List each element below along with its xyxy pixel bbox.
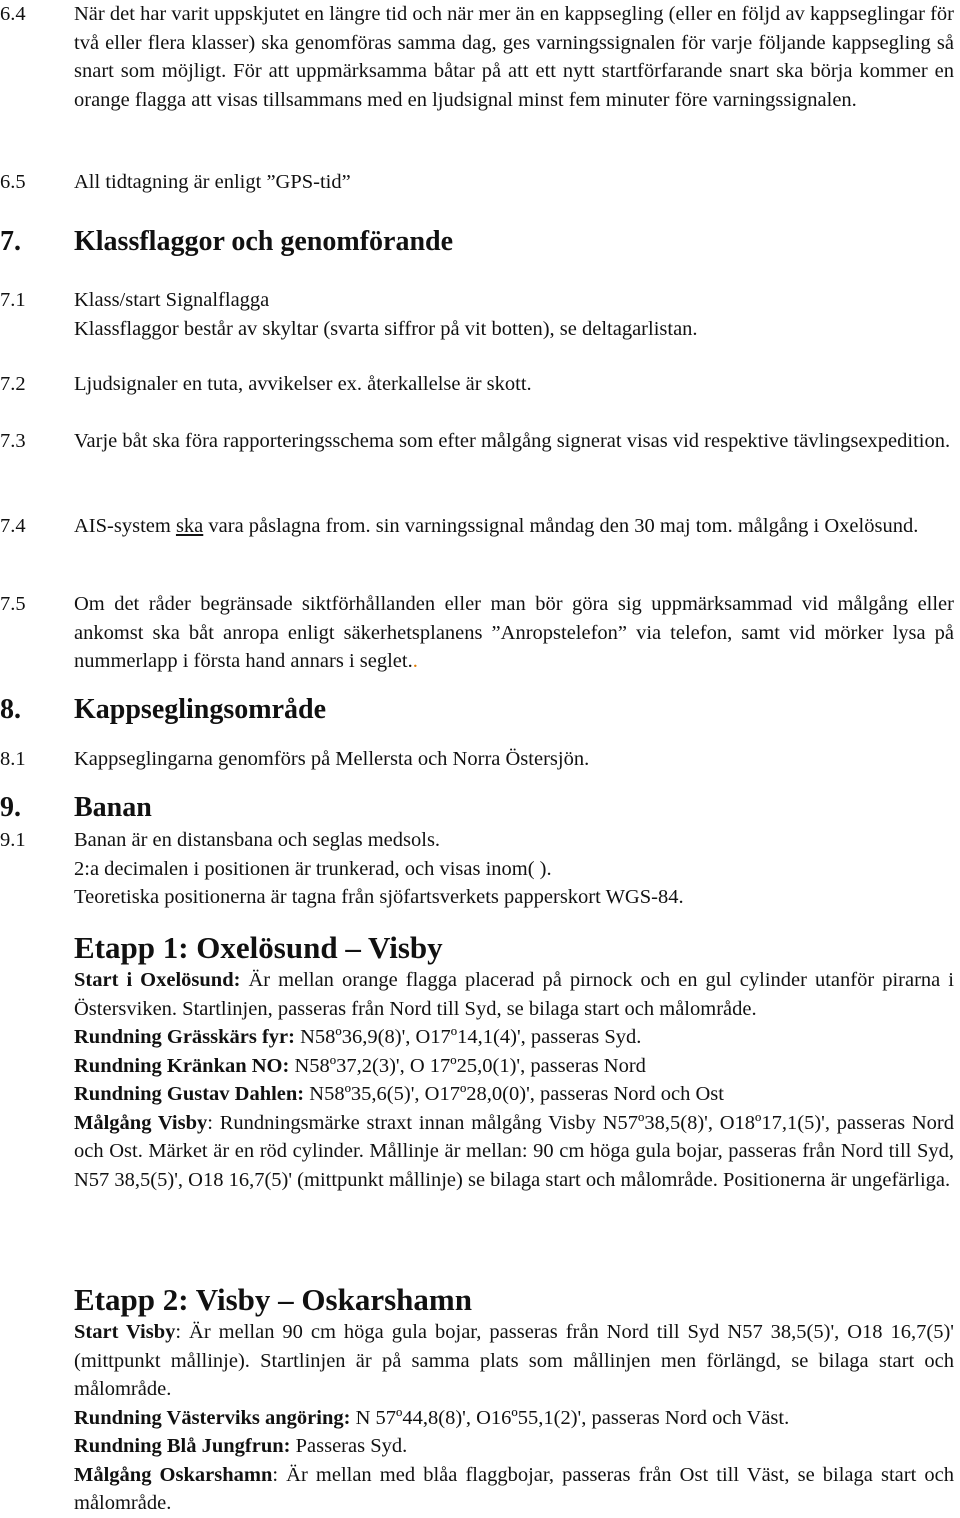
underlined-word: ska <box>175 515 204 537</box>
section-text <box>74 512 954 541</box>
section-text <box>74 826 954 912</box>
value: Passeras Syd. <box>290 1435 408 1457</box>
section-number: 9.1 <box>0 829 26 851</box>
section-number: 7.2 <box>0 373 26 395</box>
heading-title: Kappseglingsområde <box>74 694 327 725</box>
etapp-1-body <box>74 966 954 1194</box>
section-number: 6.5 <box>0 171 26 193</box>
section-line: Teoretiska positionerna är tagna från sjöfartsverkets papperskort WGS-84. <box>74 886 684 908</box>
value: N58º37,2(3)', O 17º25,0(1)', passeras Nord <box>289 1054 646 1077</box>
section-number: 7.1 <box>0 289 26 311</box>
section-number: 6.4 <box>0 3 26 25</box>
section-text: Varje båt ska föra rapporteringsschema som efter målgång signerat visas vid respektive tävlingsexpedition. <box>74 430 951 452</box>
label: Start i Oxelösund: <box>74 969 241 991</box>
section-number: 7.5 <box>0 593 26 615</box>
value: N 57º44,8(8)', O16º55,1(2)', passeras Nord och Väst. <box>350 1406 790 1429</box>
heading-title: Klassflaggor och genomförande <box>74 226 454 257</box>
section-number: 7.4 <box>0 515 26 537</box>
section-text: När det har varit uppskjutet en längre tid och när mer än en kappsegling (eller en följd av kappseglingar för två eller flera klasser) ska genomföras samma dag, ges varningssignalen för varje följande kappsegling så snart som möjligt. För att uppmärksamma båtar på att ett nytt startförfarande snart ska börja kommer en orange flagga att visas tillsammans med en ljudsignal minst fem minuter före varningssignalen. <box>74 3 954 111</box>
value: : Är mellan 90 cm höga gula bojar, passeras från Nord till Syd N57 38,5(5)', O18 16,7(5)' (mittpunkt mållinje). Startlinjen är på samma plats som mållinjen men förlängd, se bilaga start och målområde. <box>74 1321 955 1400</box>
section-line: 2:a decimalen i positionen är trunkerad, och visas inom( ). <box>74 857 552 880</box>
text-fragment: Om det råder begränsade siktförhållanden eller man bör göra sig uppmärksammad vid målgång eller ankomst ska båt anropa enligt säkerhetsplanens ”Anropstelefon” via telefon, samt vid mörker lysa på nummerlapp i första hand annars i seglet. <box>74 593 954 672</box>
heading-number: 7. <box>0 226 21 257</box>
label: Rundning Grässkärs fyr: <box>74 1026 295 1048</box>
label: Rundning Blå Jungfrun: <box>74 1435 291 1457</box>
label: Målgång Visby <box>74 1111 208 1134</box>
etapp-2-start <box>74 1318 954 1404</box>
text-fragment: AIS-system <box>74 515 176 537</box>
etapp-1-goal <box>74 1109 954 1195</box>
heading-number: 9. <box>0 792 21 823</box>
etapp-1-rounding-2 <box>74 1052 954 1081</box>
section-line: Banan är en distansbana och seglas medsols. <box>74 829 441 851</box>
value: : Är mellan med blåa flaggbojar, passeras från Ost till Väst, se bilaga start och målområde. <box>74 1463 954 1514</box>
etapp-2-body <box>74 1318 954 1518</box>
label: Målgång Oskarshamn <box>74 1463 273 1486</box>
heading-number: 8. <box>0 694 21 725</box>
value: N58º35,6(5)', O17º28,0(0)', passeras Nord och Ost <box>304 1083 724 1105</box>
section-text <box>74 286 954 343</box>
section-number: 8.1 <box>0 748 26 770</box>
label: Rundning Kränkan NO: <box>74 1054 290 1077</box>
etapp-1-start <box>74 966 954 1023</box>
value: Är mellan orange flagga placerad på pirnock och en gul cylinder utanför pirarna i Östersviken. Startlinjen, passeras från Nord till Syd, se bilaga start och målområde. <box>74 969 954 1020</box>
etapp-2-rounding-1 <box>74 1404 954 1433</box>
etapp-1-title: Etapp 1: Oxelösund – Visby <box>74 930 443 965</box>
value: : Rundningsmärke straxt innan målgång Visby N57º38,5(8)', O18º17,1(5)', passeras Nord och Ost. Märket är en röd cylinder. Mållinje är mellan: 90 cm höga gula bojar, passeras från Nord till Syd, N57 38,5(5)', O18 16,7(5)' (mittpunkt mållinje) se bilaga start och målområde. Positionerna är ungefärliga. <box>74 1111 954 1191</box>
label: Start Visby <box>74 1321 176 1343</box>
section-text: Kappseglingarna genomförs på Mellersta och Norra Östersjön. <box>74 748 590 770</box>
section-line: Klassflaggor består av skyltar (svarta siffror på vit botten), se deltagarlistan. <box>74 317 698 340</box>
text-fragment: vara påslagna from. sin varningssignal måndag den 30 maj tom. målgång i Oxelösund. <box>203 515 919 537</box>
label: Rundning Västerviks angöring: <box>74 1406 351 1429</box>
section-text: All tidtagning är enligt ”GPS-tid” <box>74 171 351 193</box>
etapp-2-goal <box>74 1461 954 1518</box>
label: Rundning Gustav Dahlen: <box>74 1083 305 1105</box>
etapp-1-rounding-3 <box>74 1080 954 1109</box>
section-text <box>74 590 954 676</box>
section-number: 7.3 <box>0 430 26 452</box>
section-text: Ljudsignaler en tuta, avvikelser ex. återkallelse är skott. <box>74 373 532 395</box>
etapp-2-title: Etapp 2: Visby – Oskarshamn <box>74 1282 472 1317</box>
trailing-mark: . <box>412 650 418 672</box>
etapp-1-rounding-1 <box>74 1023 954 1052</box>
etapp-2-rounding-2 <box>74 1432 954 1461</box>
section-line: Klass/start Signalflagga <box>74 289 270 311</box>
heading-title: Banan <box>74 792 152 823</box>
value: N58º36,9(8)', O17º14,1(4)', passeras Syd. <box>295 1026 642 1048</box>
